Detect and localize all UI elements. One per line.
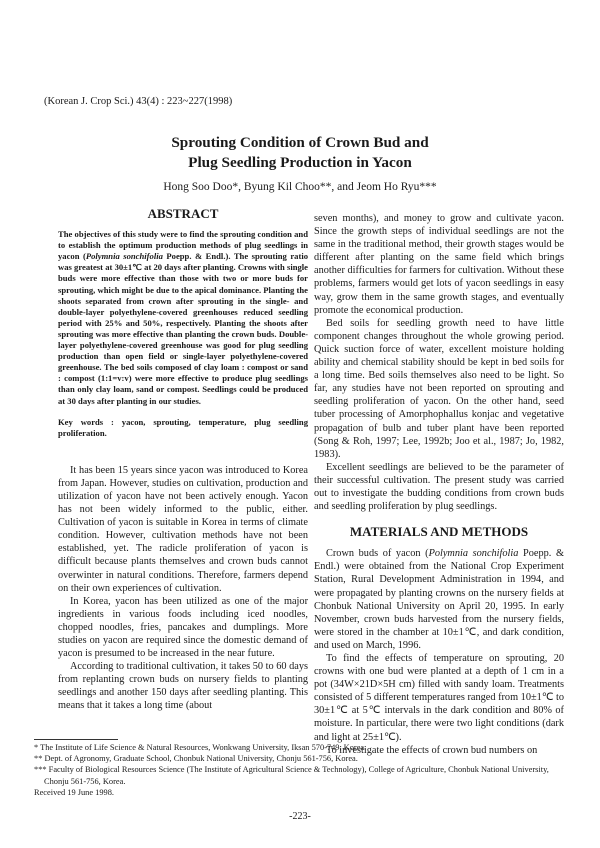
footnote-2: ** Dept. of Agronomy, Graduate School, Chonbuk National University, Chonju 561-756, Korea.	[34, 754, 358, 764]
methods-paragraph-2: To find the effects of temperature on sprouting, 20 crowns with one bud were planted at a depth of 1 cm in a pot (34W×21D×5H cm) filled with sandy loam. Treatments consisted of 5 different temperatures ranged from 10±1℃ to 30±1℃ at 5℃ intervals in the dark condition and 80% of moisture. In particular, there were two light conditions (dark and light at 25±1℃).	[314, 653, 564, 743]
footnote-1: * The Institute of Life Science & Natural Resources, Wonkwang University, Iksan 570-749, Korea.	[34, 743, 367, 752]
intro-paragraph-6: Excellent seedlings are believed to be the parameter of their successful cultivation. The present study was carried out to investigate the budding conditions from crown buds and seedling proliferation by plug seedlings.	[314, 461, 564, 513]
author-list: Hong Soo Doo*, Byung Kil Choo**, and Jeom Ho Ryu***	[163, 181, 437, 193]
footnote-received: Received 19 June 1998.	[34, 787, 115, 797]
page-number: -223-	[289, 811, 311, 822]
title-line-2: Plug Seedling Production in Yacon	[188, 154, 412, 171]
footnote-3: *** Faculty of Biological Resources Science (The Institute of Agricultural Science & Technology), College of Agriculture, Chonbuk National University, Chonju 561-756, Korea.	[34, 765, 549, 786]
title-line-1: Sprouting Condition of Crown Bud and	[171, 134, 429, 151]
methods-paragraph-3: To investigate the effects of crown bud numbers on	[326, 744, 538, 756]
abstract-heading: ABSTRACT	[147, 206, 219, 221]
paper-title	[0, 133, 600, 173]
abstract-species: Polymnia sonchifolia	[85, 251, 163, 262]
right-column	[314, 212, 564, 757]
methods-species: Polymnia sonchifolia	[428, 548, 519, 560]
footnote-divider	[34, 739, 118, 740]
left-column	[58, 207, 308, 713]
abstract-text-part2: Poepp. & Endl.). The sprouting ratio was greatest at 30±1℃ at 20 days after planting. Crowns with single buds were more effective than those with two or more buds for sprouting, which might be due to the apical dominance. Planting the shoots separated from crown after sprouting in the single- and double-layer polyethylene-covered greenhouses reduced seedling period with 25% and 50%, respectively. Planting the shoots after sprouting was more effective than planting the crown buds. Double-layer polyethylene-covered greenhouse was good for plug seedling production than open field or single-layer polyethylene-covered greenhouse. The bed soils composed of clay loam : compost or sand : compost (1:1=v:v) were more effective to produce plug seedlings than only clay loam, sand or compost. Seedlings could be produced at 30 days after planting in our studies.	[58, 251, 309, 406]
methods-paragraph-1	[314, 547, 564, 652]
intro-paragraph-5: Bed soils for seedling growth need to have little component changes throughout the whole growing period. Quick suction force of water, excellent moisture holding ability and chemical stability should be kept in bed soils for a long time. Bed soils themselves also need to be light. So far, any studies have not been reported on sprouting and seedling proliferation of yacon. On the other hand, seed tuber processing of Amorphophallus konjac and vegetative propagation of bulb and tuber plant have been reported (Song & Roh, 1997; Lee, 1992b; Joo et al., 1987; Jo, 1982, 1983).	[314, 317, 564, 460]
methods-p1-part2: Poepp. & Endl.) were obtained from the National Crop Experiment Station, Rural Development Administration in 1994, and were propagated by planting crowns on the nursery fields at Chonbuk National University on April 20, 1995. In early November, crown buds harvested from the nursery fields, were stored in the chamber at 10±1℃, and dark condition, and used on March, 1996.	[314, 548, 564, 651]
keywords: Key words : yacon, sprouting, temperature, plug seedling proliferation.	[58, 416, 308, 438]
intro-paragraph-4: seven months), and money to grow and cultivate yacon. Since the growth steps of individual seedlings are not the same in the traditional method, their growth stages would be different after planting on the same field which brings another difficulties for farmers for cultivation. Without these problems, farmers would get lots of yacon seedlings in easy way, grow them in the same growth stages, and eventually promote the economical production.	[314, 213, 564, 316]
footnotes	[34, 742, 558, 798]
methods-p1-part1: Crown buds of yacon (	[326, 548, 429, 560]
journal-citation: (Korean J. Crop Sci.) 43(4) : 223~227(1998)	[44, 96, 233, 107]
abstract-text	[58, 229, 308, 407]
intro-paragraph-2: In Korea, yacon has been utilized as one of the major ingredients in various foods including iced noodles, chopped noodles, fries, pancakes and dumplings. More studies on yacon are required since the domestic demand of yacon is presumed to be increased in the near future.	[58, 595, 308, 660]
methods-heading: MATERIALS AND METHODS	[349, 524, 529, 540]
intro-paragraph-1: It has been 15 years since yacon was introduced to Korea from Japan. However, studies on cultivation, production and utilization of yacon have not been actively enough. Yacon has not been widely informed to the public, either. Cultivation of yacon is suitable in Korea in terms of climate condition. However, cultivation methods have not been established, yet. The radicle proliferation of yacon is difficult because plants themselves and crown buds cannot overwinter in natural conditions. Therefore, farmers depend on their own experiences of cultivation.	[58, 464, 308, 594]
abstract-text-part1: The objectives of this study were to find the sprouting condition and to establish the optimum production methods of plug seedlings in yacon (	[58, 229, 308, 262]
intro-paragraph-3: According to traditional cultivation, it takes 50 to 60 days from replanting crown buds on nursery fields to planting seedlings and another 150 days after seedling planting. This means that it takes a long time (about	[58, 661, 308, 712]
